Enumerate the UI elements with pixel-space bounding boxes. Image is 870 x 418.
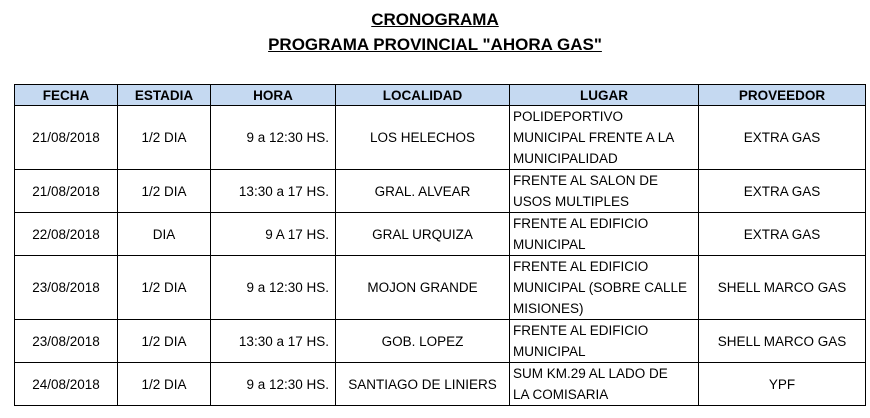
cell-localidad: LOS HELECHOS xyxy=(336,106,510,170)
cell-fecha: 23/08/2018 xyxy=(15,256,118,320)
cell-fecha: 22/08/2018 xyxy=(15,213,118,256)
document-title: CRONOGRAMA xyxy=(371,10,499,29)
header-proveedor: PROVEEDOR xyxy=(699,85,866,106)
table-row xyxy=(15,213,866,256)
cell-estadia: 1/2 DIA xyxy=(118,320,211,363)
lugar-line: MUNICIPAL xyxy=(513,344,586,359)
header-lugar: LUGAR xyxy=(510,85,699,106)
lugar-line: LA COMISARIA xyxy=(513,387,609,402)
cell-proveedor: YPF xyxy=(699,363,866,406)
lugar-line: USOS MULTIPLES xyxy=(513,194,630,209)
cell-localidad: GRAL. ALVEAR xyxy=(336,170,510,213)
schedule-table xyxy=(14,84,866,406)
table-header-row xyxy=(15,85,866,106)
table-row xyxy=(15,256,866,320)
table-row xyxy=(15,106,866,170)
table-row xyxy=(15,320,866,363)
lugar-line: MUNICIPAL xyxy=(513,237,586,252)
cell-hora: 9 a 12:30 HS. xyxy=(211,256,336,320)
cell-hora: 9 A 17 HS. xyxy=(211,213,336,256)
lugar-line: MUNICIPAL FRENTE A LA xyxy=(513,130,675,145)
cell-hora: 9 a 12:30 HS. xyxy=(211,106,336,170)
cell-estadia: 1/2 DIA xyxy=(118,106,211,170)
cell-estadia: 1/2 DIA xyxy=(118,170,211,213)
cell-lugar xyxy=(510,256,699,320)
lugar-line: FRENTE AL SALON DE xyxy=(513,173,659,188)
cell-proveedor: EXTRA GAS xyxy=(699,170,866,213)
cell-fecha: 24/08/2018 xyxy=(15,363,118,406)
cell-localidad: SANTIAGO DE LINIERS xyxy=(336,363,510,406)
cell-lugar xyxy=(510,213,699,256)
lugar-line: FRENTE AL EDIFICIO xyxy=(513,216,649,231)
cell-estadia: 1/2 DIA xyxy=(118,256,211,320)
table-body xyxy=(15,106,866,406)
lugar-line: MUNICIPALIDAD xyxy=(513,151,618,166)
cell-proveedor: EXTRA GAS xyxy=(699,213,866,256)
cell-localidad: MOJON GRANDE xyxy=(336,256,510,320)
cell-proveedor: SHELL MARCO GAS xyxy=(699,256,866,320)
lugar-line: FRENTE AL EDIFICIO xyxy=(513,323,649,338)
header-estadia: ESTADIA xyxy=(118,85,211,106)
header-fecha: FECHA xyxy=(15,85,118,106)
cell-localidad: GRAL URQUIZA xyxy=(336,213,510,256)
header-localidad: LOCALIDAD xyxy=(336,85,510,106)
document-subtitle: PROGRAMA PROVINCIAL "AHORA GAS" xyxy=(268,35,602,54)
header-hora: HORA xyxy=(211,85,336,106)
cell-hora: 13:30 a 17 HS. xyxy=(211,320,336,363)
cell-localidad: GOB. LOPEZ xyxy=(336,320,510,363)
cell-hora: 9 a 12:30 HS. xyxy=(211,363,336,406)
lugar-line: SUM KM.29 AL LADO DE xyxy=(513,366,668,381)
cell-fecha: 21/08/2018 xyxy=(15,170,118,213)
lugar-line: POLIDEPORTIVO xyxy=(513,109,624,124)
cell-estadia: DIA xyxy=(118,213,211,256)
lugar-line: FRENTE AL EDIFICIO xyxy=(513,259,649,274)
cell-lugar xyxy=(510,320,699,363)
lugar-line: MISIONES) xyxy=(513,301,584,316)
table-row xyxy=(15,170,866,213)
cell-fecha: 23/08/2018 xyxy=(15,320,118,363)
cell-proveedor: EXTRA GAS xyxy=(699,106,866,170)
document-header xyxy=(0,8,870,57)
lugar-line: MUNICIPAL (SOBRE CALLE xyxy=(513,280,688,295)
cell-estadia: 1/2 DIA xyxy=(118,363,211,406)
cell-lugar xyxy=(510,106,699,170)
cell-lugar xyxy=(510,170,699,213)
cell-hora: 13:30 a 17 HS. xyxy=(211,170,336,213)
cell-proveedor: SHELL MARCO GAS xyxy=(699,320,866,363)
table-row xyxy=(15,363,866,406)
cell-fecha: 21/08/2018 xyxy=(15,106,118,170)
cell-lugar xyxy=(510,363,699,406)
